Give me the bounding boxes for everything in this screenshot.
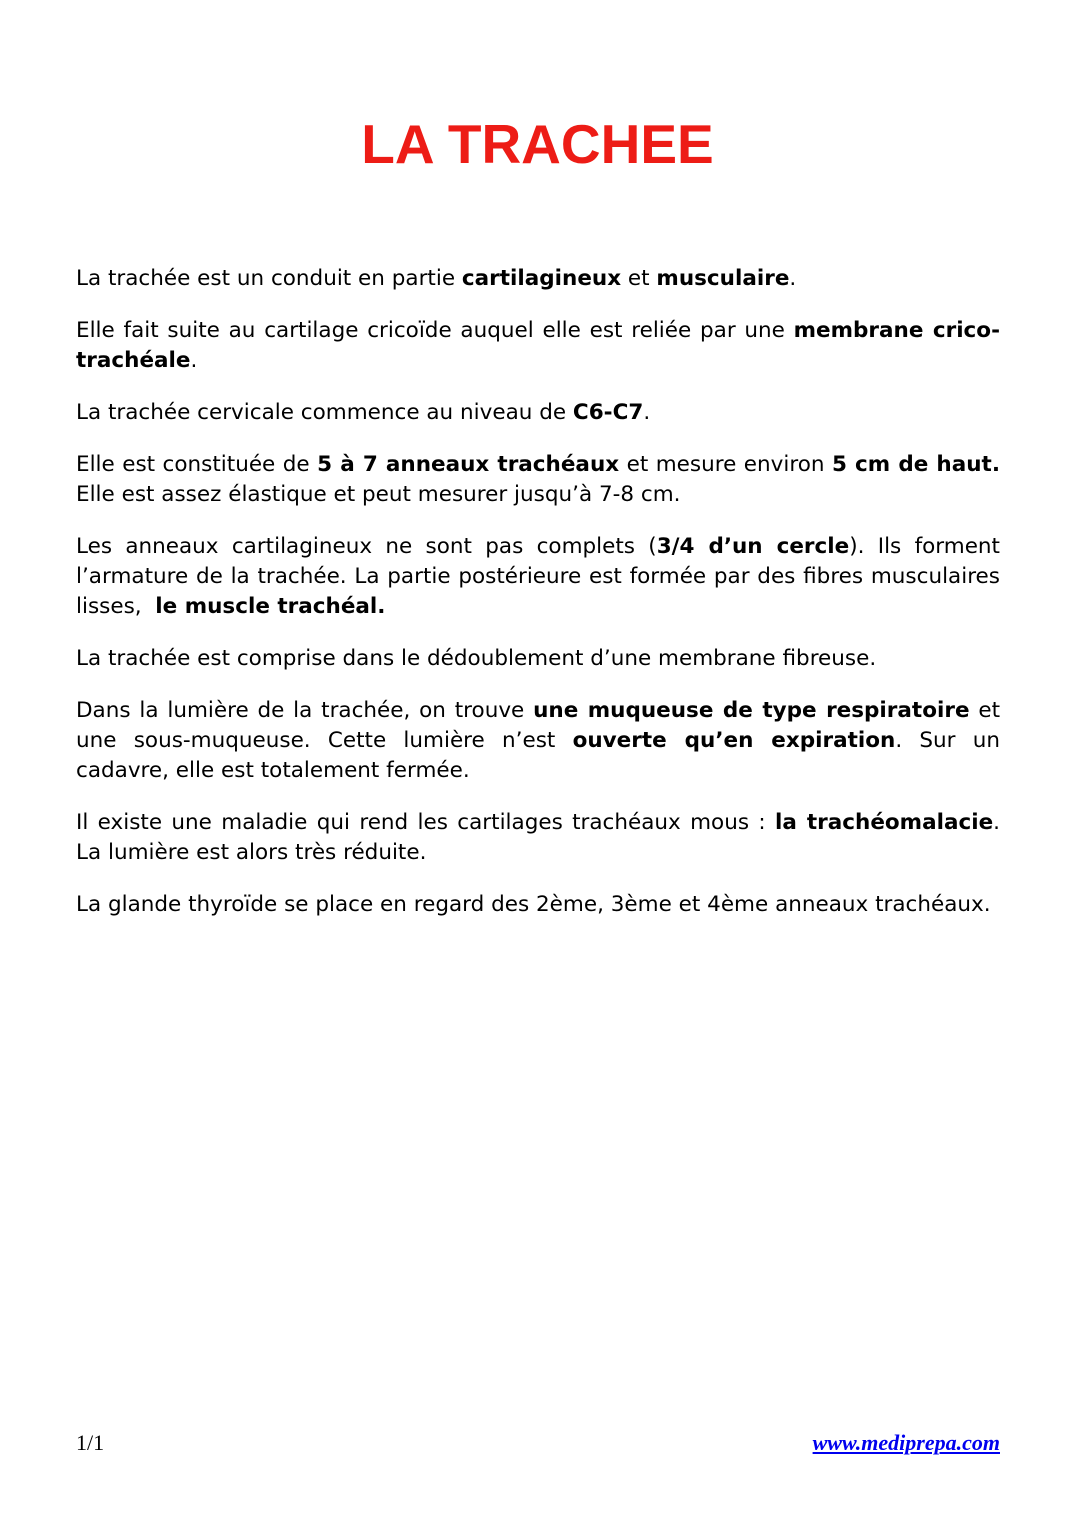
body-text: Les anneaux cartilagineux ne sont pas complets ( xyxy=(76,534,657,559)
emphasis-text: ouverte qu’en expiration xyxy=(572,728,896,753)
document-body xyxy=(76,264,1007,920)
body-text: La trachée est un conduit en partie xyxy=(76,266,462,291)
body-text: et xyxy=(621,266,657,291)
paragraph xyxy=(76,264,1000,294)
body-text: Elle est assez élastique et peut mesurer jusqu’à 7-8 cm. xyxy=(76,452,1007,507)
body-text: Dans la lumière de la trachée, on trouve xyxy=(76,698,534,723)
paragraph xyxy=(76,808,1007,868)
emphasis-text: une muqueuse de type respiratoire xyxy=(533,698,970,723)
body-text: . xyxy=(789,266,797,291)
paragraph xyxy=(76,316,1000,376)
page-footer xyxy=(76,1430,1000,1464)
emphasis-text: 3/4 d’un cercle xyxy=(656,534,850,559)
body-text: Elle fait suite au cartilage cricoïde auquel elle est reliée par une xyxy=(76,318,794,343)
paragraph xyxy=(76,450,1007,510)
body-text: La trachée cervicale commence au niveau de xyxy=(76,400,573,425)
emphasis-text: 5 à 7 anneaux trachéaux xyxy=(317,452,620,477)
body-text: . xyxy=(190,348,198,373)
emphasis-text: le muscle trachéal. xyxy=(155,594,386,619)
body-text: . La lumière est alors très réduite. xyxy=(76,810,1007,865)
paragraph xyxy=(76,398,1000,428)
emphasis-text: musculaire xyxy=(656,266,790,291)
body-text: et mesure environ xyxy=(619,452,832,477)
body-text: La trachée est comprise dans le dédoublement d’une membrane fibreuse. xyxy=(76,646,877,671)
emphasis-text: C6-C7 xyxy=(572,400,644,425)
website-link[interactable]: www.mediprepa.com xyxy=(812,1430,1000,1455)
body-text: . xyxy=(643,400,651,425)
body-text: et une sous-muqueuse. Cette lumière n’est xyxy=(76,698,1007,753)
page-title: LA TRACHEE xyxy=(361,112,714,175)
emphasis-text: la trachéomalacie xyxy=(775,810,994,835)
body-text: . Sur un cadavre, elle est totalement fermée. xyxy=(76,728,1007,783)
emphasis-text: cartilagineux xyxy=(461,266,622,291)
body-text: La glande thyroïde se place en regard des 2ème, 3ème et 4ème anneaux trachéaux. xyxy=(76,892,991,917)
emphasis-text: membrane crico-trachéale xyxy=(76,318,1000,373)
paragraph xyxy=(76,890,1000,920)
emphasis-text: 5 cm de haut. xyxy=(831,452,1000,477)
paragraph xyxy=(76,644,1000,674)
page-number: 1/1 xyxy=(76,1430,105,1455)
body-text: Il existe une maladie qui rend les cartilages trachéaux mous : xyxy=(76,810,775,835)
paragraph xyxy=(76,532,1007,622)
body-text: Elle est constituée de xyxy=(76,452,318,477)
paragraph xyxy=(76,696,1007,786)
body-text: ). Ils forment l’armature de la trachée. La partie postérieure est formée par des fibres musculaires lisses, xyxy=(76,534,1007,619)
